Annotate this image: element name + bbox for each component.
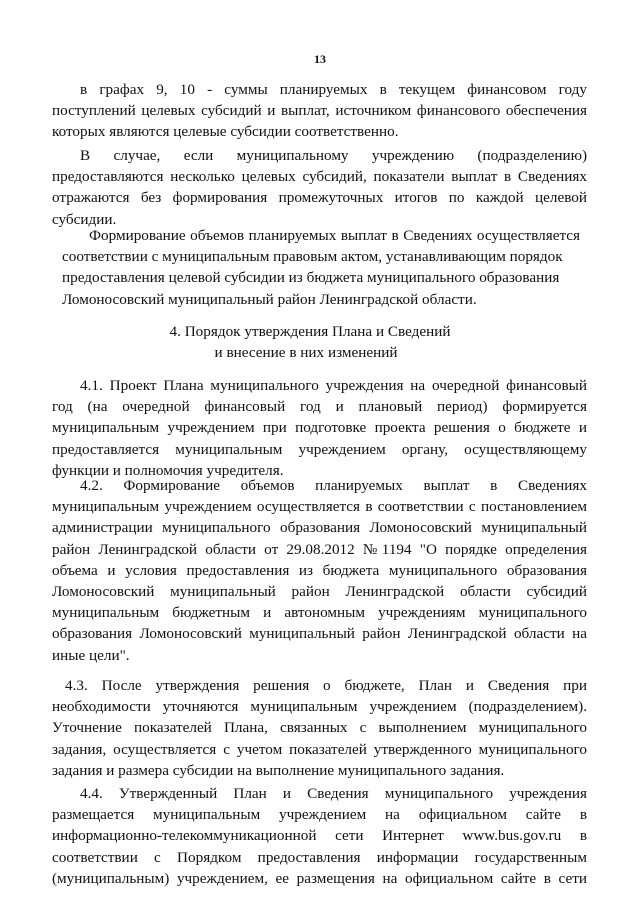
paragraph-line: предоставляются несколько целевых субсидий, показатели выплат в Сведениях — [52, 168, 587, 186]
section-heading: 4. Порядок утверждения Плана и Сведений — [169, 323, 451, 340]
clause-line: задания, осуществляется с учетом показателей утвержденного муниципального — [52, 740, 587, 758]
clause-line: 4.1. Проект Плана муниципального учреждения на очередной финансовый — [80, 377, 587, 394]
clause-line: 4.4. Утвержденный План и Сведения муниципального учреждения — [80, 785, 587, 802]
clause-line: необходимости уточняются муниципальным учреждением (подразделением). — [52, 698, 587, 716]
clause-line: информационно-телекоммуникационной сети Интернет www.bus.gov.ru в — [52, 827, 587, 845]
clause-line: соответствии с Порядком предоставления информации государственным — [52, 848, 587, 866]
paragraph-line: В случае, если муниципальному учреждению (подразделению) — [80, 147, 587, 164]
paragraph-line: соответствии с муниципальным правовым актом, устанавливающим порядок — [62, 248, 563, 266]
clause-line: размещается муниципальным учреждением на официальном сайте в — [52, 806, 587, 824]
section-heading: и внесение в них изменений — [214, 344, 398, 362]
paragraph-line: которых являются целевые субсидии соответственно. — [52, 123, 399, 141]
paragraph-line: отражаются без формирования промежуточных итогов по каждой целевой — [52, 189, 587, 207]
clause-line: год (на очередной финансовый год и плановый период) формируется — [52, 398, 587, 416]
paragraph-line: поступлений целевых субсидий и выплат, источником финансового обеспечения — [52, 102, 587, 120]
clause-line: функции и полномочия учредителя. — [52, 461, 284, 479]
clause-line: администрации муниципального образования Ломоносовский муниципальный — [52, 519, 587, 537]
clause-line: (муниципальным) учреждением, ее размещения на официальном сайте в сети — [52, 869, 587, 887]
clause-line: район Ленинградской области от 29.08.2012 №1194 "О порядке определения — [52, 540, 587, 558]
paragraph-line: Формирование объемов планируемых выплат в Сведениях осуществляется — [89, 227, 580, 244]
clause-line: образования Ломоносовский муниципальный район Ленинградской области на — [52, 625, 587, 643]
paragraph-line: в графах 9, 10 - суммы планируемых в текущем финансовом году — [80, 81, 587, 98]
clause-line: Ломоносовский муниципальный район Ленинградской области субсидий — [52, 583, 587, 600]
paragraph-line: Ломоносовский муниципальный район Ленинградской области. — [62, 290, 477, 308]
clause-line: муниципальным бюджетным и автономным учреждениям муниципального — [52, 604, 587, 622]
clause-line: муниципальным учреждением осуществляется в соответствии с постановлением — [52, 498, 587, 516]
clause-line: объема и условия предоставления из бюджета муниципального образования — [52, 561, 587, 579]
clause-line: 4.3. После утверждения решения о бюджете, План и Сведения при — [65, 677, 587, 694]
page-number: 13 — [314, 52, 326, 66]
clause-line: Уточнение показателей Плана, связанных с выполнением муниципального — [52, 719, 587, 737]
paragraph-line: предоставления целевой субсидии из бюджета муниципального образования — [62, 269, 560, 287]
clause-line: 4.2. Формирование объемов планируемых выплат в Сведениях — [80, 477, 587, 494]
clause-line: иные цели". — [52, 646, 130, 664]
clause-line: задания и размера субсидии на выполнение муниципального задания. — [52, 761, 505, 779]
clause-line: предоставляется муниципальным учреждением органу, осуществляющему — [52, 440, 587, 458]
paragraph-line: субсидии. — [52, 210, 117, 228]
clause-line: муниципальным учреждением при подготовке проекта решения о бюджете и — [52, 419, 587, 437]
